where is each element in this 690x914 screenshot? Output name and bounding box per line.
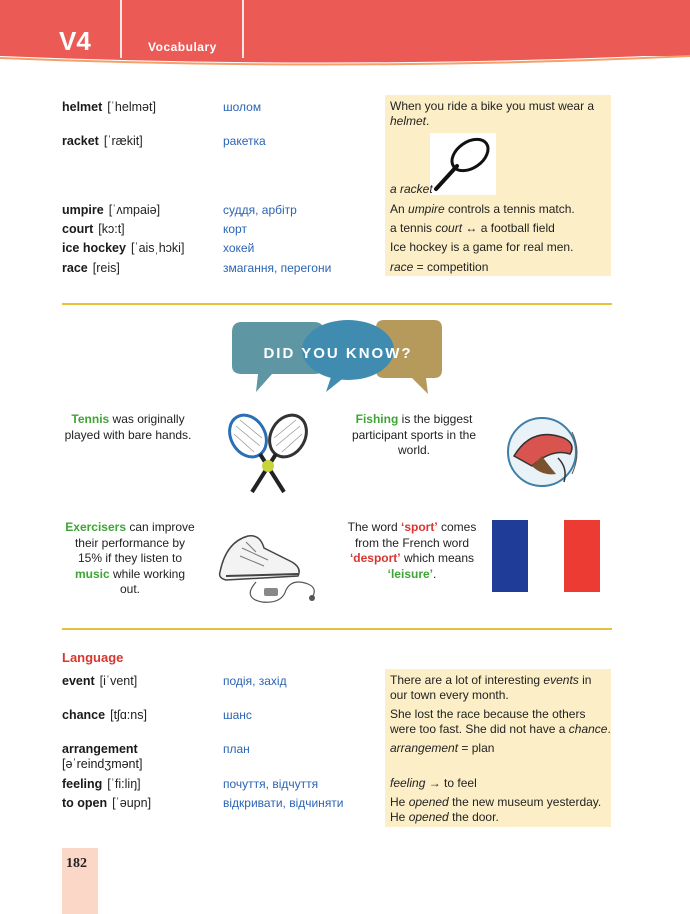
vocab-translation: корт [223, 222, 247, 236]
did-you-know-title: DID YOU KNOW? [263, 345, 413, 362]
vocab-translation: ракетка [223, 134, 266, 148]
fishing-icon [502, 412, 588, 494]
language-translation: подія, захід [223, 674, 287, 688]
section-title: Vocabulary [148, 40, 217, 54]
vocab-word: racket [ˈrækit] [62, 134, 143, 148]
language-example: feeling → to feel [390, 776, 477, 790]
fact-fishing: Fishing is the biggest participant sports in the world. [351, 412, 477, 457]
vocab-translation: суддя, арбітр [223, 203, 297, 217]
french-flag [492, 520, 600, 592]
fact-tennis: Tennis was originally played with bare hands. [64, 412, 192, 442]
sneaker-headphones-icon [212, 518, 322, 608]
vocab-example: race = competition [390, 260, 489, 274]
vocab-translation: змагання, перегони [223, 261, 332, 275]
language-word: chance [tʃɑ:ns] [62, 708, 147, 722]
header-divider [242, 0, 244, 58]
vocab-example: When you ride a bike you must wear a helmet. [390, 99, 595, 128]
language-translation: почуття, відчуття [223, 777, 319, 791]
vocab-word: ice hockey [ˈaisˌhɔki] [62, 241, 185, 255]
vocab-word: helmet [ˈhelmət] [62, 100, 156, 114]
language-translation: відкривати, відчиняти [223, 796, 344, 810]
vocab-word: umpire [ˈʌmpaiə] [62, 203, 161, 217]
language-word: arrangement [62, 742, 138, 756]
vocab-example: a tennis court ↔ a football field [390, 221, 555, 235]
vocab-translation: шолом [223, 100, 262, 114]
vocab-word: court [kɔ:t] [62, 222, 125, 236]
language-title: Language [62, 650, 124, 665]
vocab-example: An umpire controls a tennis match. [390, 202, 575, 216]
tennis-rackets-icon [222, 412, 314, 496]
language-translation: шанс [223, 708, 252, 722]
section-divider [62, 303, 612, 305]
section-divider [62, 628, 612, 630]
racket-caption: a racket [390, 182, 433, 196]
header-divider [120, 0, 122, 58]
did-you-know-banner [228, 318, 448, 396]
language-translation: план [223, 742, 250, 756]
fact-exercisers: Exercisers can improve their performance by 15% if they listen to music while working out. [65, 520, 195, 596]
language-example: She lost the race because the others were too fast. She did not have a chance. [390, 707, 611, 736]
language-example: arrangement = plan [390, 741, 495, 755]
unit-label: V4 [59, 26, 91, 56]
language-word: event [iˈvent] [62, 674, 138, 688]
language-example: There are a lot of interesting events in our town every month. [390, 673, 592, 702]
fact-sport: The word ‘sport’ comes from the French word ‘desport’ which means ‘leisure’. [347, 520, 477, 581]
page-number: 182 [66, 856, 87, 871]
language-word: feeling [ˈfi:liŋ] [62, 777, 141, 791]
language-example: He opened the new museum yesterday. He opened the door. [390, 795, 602, 824]
vocab-translation: хокей [223, 241, 255, 255]
vocab-example: Ice hockey is a game for real men. [390, 240, 574, 254]
language-word: to open [ˈəupn] [62, 796, 152, 810]
language-transcription: [əˈreindʒmənt] [62, 757, 143, 771]
vocab-word: race [reis] [62, 261, 120, 275]
